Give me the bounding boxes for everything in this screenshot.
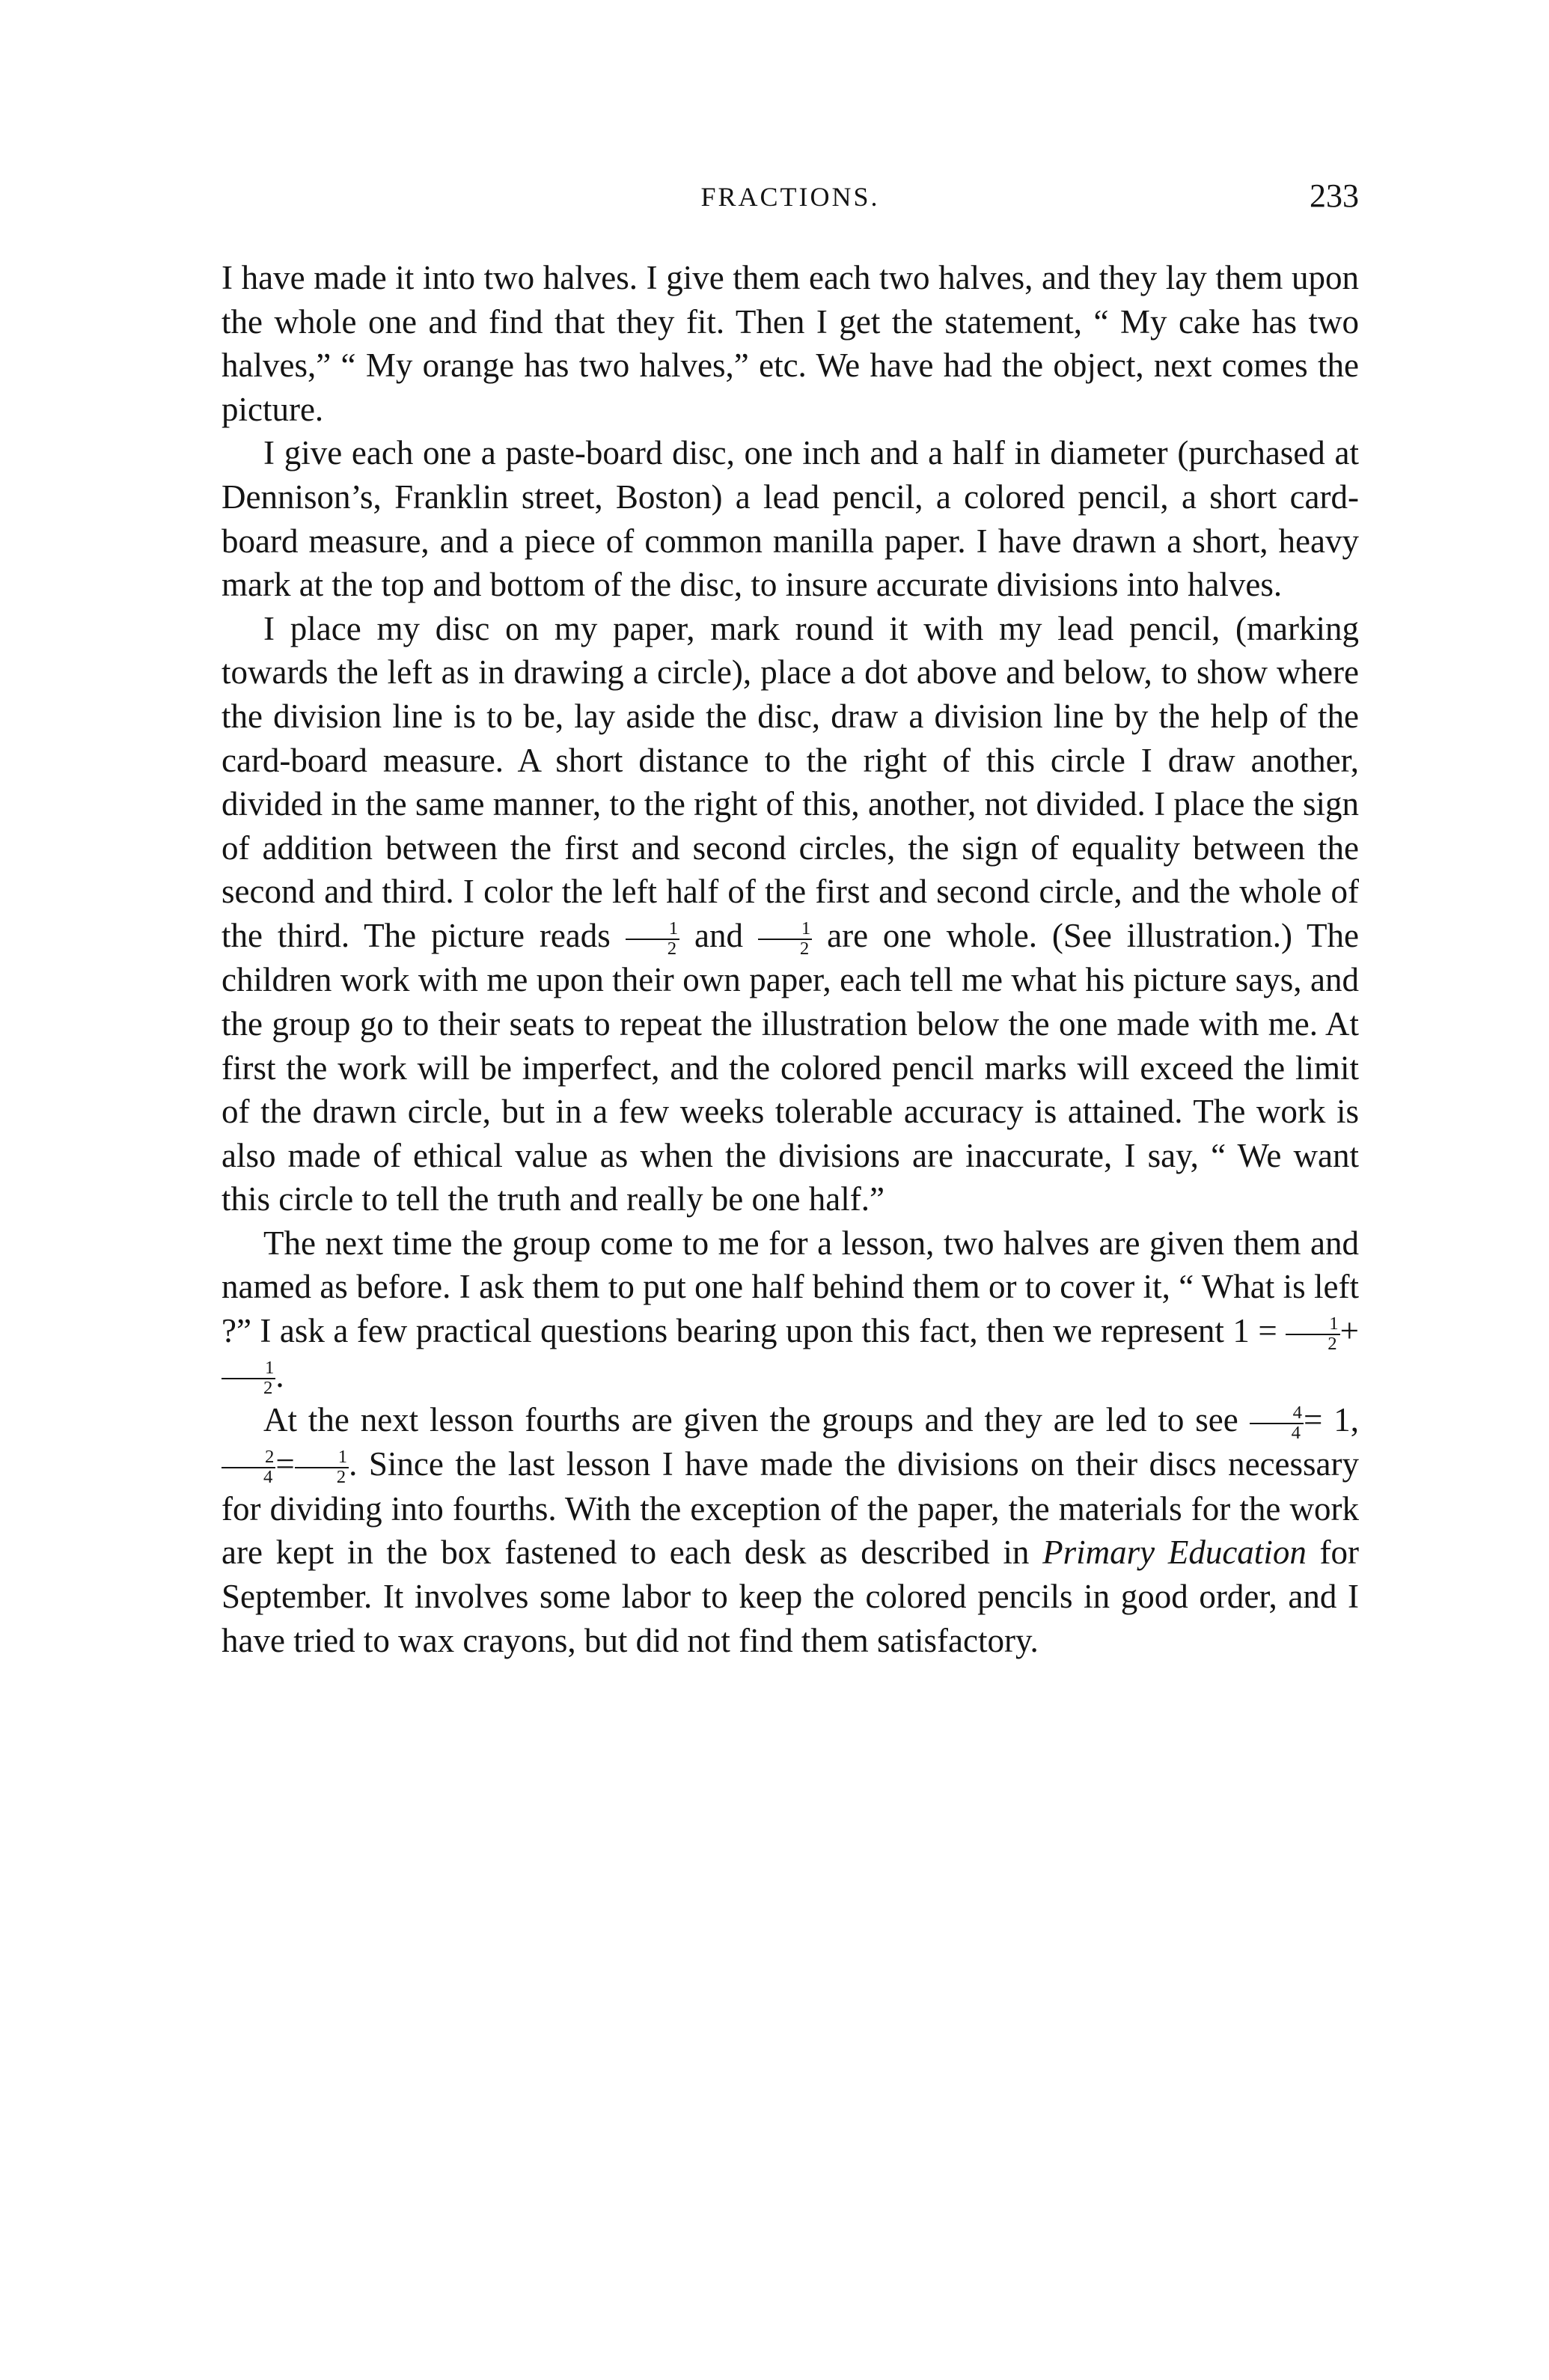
equals: = [275,1445,295,1483]
paragraph-1-text: I have made it into two halves. I give them each two halves, and they lay them upon the whole one and find that they fit. Then I get the statement, “ My cake has two halves,” “ My orange has two halves,” etc. We have had the object, next comes the picture. [221,259,1359,428]
paragraph-5-text-c: for September. It involves some labor to keep the colored pencils in good order, and I have tried to wax crayons, but did not find them satisfactory. [221,1534,1360,1659]
paragraph-3-and: and [694,916,743,954]
page-body [221,256,1359,1662]
paragraph-5 [221,1398,1359,1662]
page-number: 233 [1310,177,1359,214]
period: . [275,1356,284,1394]
fraction-two-fourths: $\frac{2}{4}$ [221,1448,275,1487]
page-header [221,177,1359,222]
fraction-half: $\frac{1}{2}$ [626,920,679,959]
paragraph-2 [221,431,1359,606]
plus-sign: + [1339,1312,1359,1350]
paragraph-1 [221,256,1359,431]
fraction-four-fourths: $\frac{4}{4}$ [1250,1404,1304,1443]
fraction-half: $\frac{1}{2}$ [295,1448,349,1487]
fraction-half: $\frac{1}{2}$ [1286,1315,1339,1354]
paragraph-4 [221,1221,1359,1398]
italic-title: Primary Education [1042,1534,1307,1572]
paragraph-3 [221,607,1359,1221]
paragraph-3-text-a: I place my disc on my paper, mark round it with my lead pencil, (marking towards the left as in drawing a circle), place a dot above and below, to show where the division line is to be, lay aside the disc, draw a division line by the help of the card-board measure. A short distance to the right of this circle I draw another, divided in the same manner, to the right of this, another, not divided. I place the sign of addition between the first and second circles, the sign of equality between the second and third. I color the left half of the first and second circle, and the whole of the third. The picture reads [221,609,1359,954]
running-title: FRACTIONS. [700,182,880,212]
paragraph-2-text: I give each one a paste-board disc, one inch and a half in diameter (purchased at Dennison’s, Franklin street, Boston) a lead pencil, a colored pencil, a short card-board measure, and a piece of common manilla paper. I have drawn a short, heavy mark at the top and bottom of the disc, to insure accurate divisions into halves. [221,434,1359,604]
fraction-half: $\frac{1}{2}$ [221,1359,275,1398]
fraction-half: $\frac{1}{2}$ [758,920,812,959]
equals-one: = 1, [1304,1400,1359,1438]
paragraph-5-text-b: . Since the last lesson I have made the divisions on their discs necessary for dividing into fourths. With the exception of the paper, the materials for the work are kept in the box fastened to each desk as described in [221,1445,1359,1572]
paragraph-5-text-a: At the next lesson fourths are given the groups and they are led to see [263,1400,1238,1438]
paragraph-4-text: The next time the group come to me for a lesson, two halves are given them and named as before. I ask them to put one half behind them or to cover it, “ What is left ?” I ask a few practical questions bearing upon this fact, then we represent 1 = [221,1224,1359,1350]
paragraph-3-text-b: are one whole. (See illustration.) The children work with me upon their own paper, each tell me what his picture says, and the group go to their seats to repeat the illustration below the one made with me. At first the work will be imperfect, and the colored pencil marks will exceed the limit of the drawn circle, but in a few weeks tolerable accuracy is attained. The work is also made of ethical value as when the divisions are inaccurate, I say, “ We want this circle to tell the truth and really be one half.” [221,916,1360,1218]
